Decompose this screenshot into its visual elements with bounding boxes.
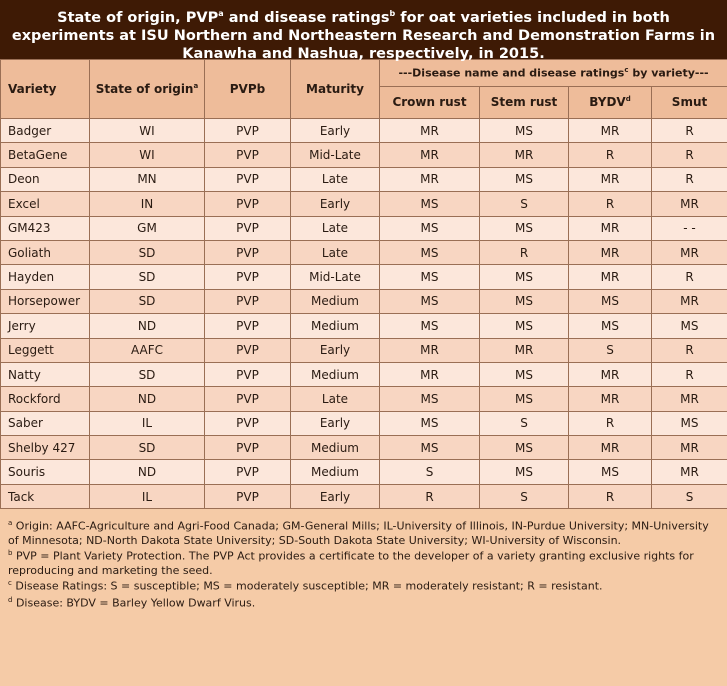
cell-pvp: PVP: [205, 240, 291, 264]
cell-pvp: PVP: [205, 192, 291, 216]
cell-maturity: Medium: [291, 436, 380, 460]
cell-crown: MS: [380, 240, 480, 264]
table-row: [1, 167, 727, 191]
table-row: [1, 240, 727, 264]
cell-smut: MS: [652, 411, 727, 435]
cell-variety: Tack: [1, 484, 90, 508]
cell-bydv: R: [569, 411, 652, 435]
cell-crown: MR: [380, 167, 480, 191]
cell-smut: R: [652, 167, 727, 191]
cell-pvp: PVP: [205, 314, 291, 338]
cell-smut: MS: [652, 314, 727, 338]
cell-pvp: PVP: [205, 167, 291, 191]
header-disease-group: ---Disease name and disease ratings$^c$ by variety---: [380, 60, 727, 87]
cell-smut: MR: [652, 387, 727, 411]
cell-variety: Shelby 427: [1, 436, 90, 460]
cell-crown: MS: [380, 411, 480, 435]
cell-bydv: MR: [569, 167, 652, 191]
cell-state: IL: [90, 484, 205, 508]
cell-pvp: PVP: [205, 436, 291, 460]
table-row: [1, 314, 727, 338]
table-title: [0, 0, 727, 62]
cell-maturity: Early: [291, 484, 380, 508]
cell-variety: Souris: [1, 460, 90, 484]
cell-smut: - -: [652, 216, 727, 240]
cell-state: SD: [90, 265, 205, 289]
cell-variety: GM423: [1, 216, 90, 240]
cell-pvp: PVP: [205, 216, 291, 240]
cell-maturity: Early: [291, 119, 380, 143]
cell-maturity: Late: [291, 167, 380, 191]
table-row: [1, 216, 727, 240]
cell-state: IN: [90, 192, 205, 216]
cell-bydv: S: [569, 338, 652, 362]
cell-smut: S: [652, 484, 727, 508]
cell-state: AAFC: [90, 338, 205, 362]
cell-stem: MS: [480, 119, 569, 143]
cell-smut: MR: [652, 436, 727, 460]
cell-stem: MS: [480, 314, 569, 338]
footnote-b: $^b$ PVP = Plant Variety Protection. The PVP Act provides a certificate to the developer of a variety granting exclusive rights for reproducing and marketing the seed.: [8, 549, 694, 577]
cell-state: ND: [90, 387, 205, 411]
cell-smut: MR: [652, 460, 727, 484]
cell-variety: Badger: [1, 119, 90, 143]
cell-crown: MS: [380, 436, 480, 460]
cell-bydv: MR: [569, 240, 652, 264]
header-smut: Smut: [652, 86, 727, 118]
cell-crown: R: [380, 484, 480, 508]
cell-maturity: Mid-Late: [291, 265, 380, 289]
table-row: [1, 436, 727, 460]
cell-state: WI: [90, 119, 205, 143]
title-line-3: Kanawha and Nashua, respectively, in 2015.: [182, 45, 545, 62]
cell-maturity: Late: [291, 216, 380, 240]
cell-pvp: PVP: [205, 289, 291, 313]
cell-maturity: Mid-Late: [291, 143, 380, 167]
cell-stem: MS: [480, 167, 569, 191]
cell-stem: MR: [480, 338, 569, 362]
cell-pvp: PVP: [205, 484, 291, 508]
cell-variety: Hayden: [1, 265, 90, 289]
cell-crown: MS: [380, 192, 480, 216]
table-row: [1, 119, 727, 143]
cell-pvp: PVP: [205, 411, 291, 435]
table-row: [1, 143, 727, 167]
cell-maturity: Late: [291, 240, 380, 264]
cell-variety: Excel: [1, 192, 90, 216]
cell-maturity: Medium: [291, 362, 380, 386]
cell-state: WI: [90, 143, 205, 167]
cell-maturity: Medium: [291, 289, 380, 313]
cell-variety: Leggett: [1, 338, 90, 362]
oat-variety-table: [0, 59, 727, 509]
footnotes: [0, 509, 727, 610]
cell-maturity: Medium: [291, 314, 380, 338]
cell-stem: MS: [480, 436, 569, 460]
cell-stem: S: [480, 484, 569, 508]
cell-bydv: MR: [569, 216, 652, 240]
table-row: [1, 289, 727, 313]
table-row: [1, 411, 727, 435]
cell-bydv: MS: [569, 460, 652, 484]
cell-bydv: MS: [569, 289, 652, 313]
cell-smut: MR: [652, 289, 727, 313]
footnote-c: $^c$ Disease Ratings: S = susceptible; MS = moderately susceptible; MR = moderately resistant; R = resistant.: [8, 579, 603, 594]
table-row: [1, 387, 727, 411]
table-row: [1, 265, 727, 289]
cell-stem: S: [480, 411, 569, 435]
cell-state: GM: [90, 216, 205, 240]
table-row: [1, 460, 727, 484]
cell-bydv: R: [569, 192, 652, 216]
cell-state: IL: [90, 411, 205, 435]
header-variety: Variety: [1, 60, 90, 119]
header-crown-rust: Crown rust: [380, 86, 480, 118]
cell-variety: Horsepower: [1, 289, 90, 313]
header-bydv: BYDV$^d$: [569, 86, 652, 118]
cell-crown: MS: [380, 289, 480, 313]
cell-pvp: PVP: [205, 338, 291, 362]
cell-pvp: PVP: [205, 265, 291, 289]
cell-crown: MR: [380, 338, 480, 362]
cell-stem: S: [480, 192, 569, 216]
cell-stem: R: [480, 240, 569, 264]
cell-state: ND: [90, 314, 205, 338]
cell-maturity: Medium: [291, 460, 380, 484]
cell-variety: Natty: [1, 362, 90, 386]
cell-maturity: Early: [291, 192, 380, 216]
cell-maturity: Early: [291, 338, 380, 362]
header-stem-rust: Stem rust: [480, 86, 569, 118]
cell-stem: MS: [480, 216, 569, 240]
cell-state: SD: [90, 240, 205, 264]
cell-variety: Saber: [1, 411, 90, 435]
cell-bydv: R: [569, 143, 652, 167]
cell-bydv: MR: [569, 265, 652, 289]
cell-bydv: MR: [569, 387, 652, 411]
cell-bydv: MR: [569, 362, 652, 386]
cell-smut: R: [652, 362, 727, 386]
cell-crown: MS: [380, 314, 480, 338]
cell-crown: MR: [380, 143, 480, 167]
cell-pvp: PVP: [205, 387, 291, 411]
cell-smut: R: [652, 119, 727, 143]
cell-state: SD: [90, 436, 205, 460]
cell-smut: R: [652, 143, 727, 167]
cell-bydv: MR: [569, 119, 652, 143]
cell-stem: MR: [480, 143, 569, 167]
cell-stem: MS: [480, 460, 569, 484]
cell-variety: Rockford: [1, 387, 90, 411]
cell-bydv: R: [569, 484, 652, 508]
cell-pvp: PVP: [205, 119, 291, 143]
cell-variety: Deon: [1, 167, 90, 191]
cell-state: MN: [90, 167, 205, 191]
header-maturity: Maturity: [291, 60, 380, 119]
footnote-d: $^d$ Disease: BYDV = Barley Yellow Dwarf Virus.: [8, 595, 256, 610]
cell-pvp: PVP: [205, 460, 291, 484]
cell-crown: MS: [380, 265, 480, 289]
cell-smut: R: [652, 265, 727, 289]
cell-crown: MS: [380, 216, 480, 240]
cell-smut: MR: [652, 240, 727, 264]
table-body: [1, 119, 727, 509]
cell-maturity: Early: [291, 411, 380, 435]
cell-maturity: Late: [291, 387, 380, 411]
cell-stem: MS: [480, 265, 569, 289]
cell-bydv: MR: [569, 436, 652, 460]
cell-variety: Goliath: [1, 240, 90, 264]
cell-state: SD: [90, 289, 205, 313]
cell-pvp: PVP: [205, 362, 291, 386]
cell-stem: MS: [480, 387, 569, 411]
cell-state: SD: [90, 362, 205, 386]
cell-smut: R: [652, 338, 727, 362]
cell-pvp: PVP: [205, 143, 291, 167]
cell-bydv: MS: [569, 314, 652, 338]
title-line-2: experiments at ISU Northern and Northeastern Research and Demonstration Farms in: [11, 27, 716, 44]
cell-crown: MR: [380, 362, 480, 386]
cell-smut: MR: [652, 192, 727, 216]
header-state: State of origin$^a$: [90, 60, 205, 119]
cell-stem: MS: [480, 289, 569, 313]
table-row: [1, 362, 727, 386]
table-row: [1, 484, 727, 508]
table-row: [1, 338, 727, 362]
footnote-a: $^a$ Origin: AAFC-Agriculture and Agri-Food Canada; GM-General Mills; IL-University of Illinois, IN-Purdue University; MN-University of Minnesota; ND-North Dakota State University; SD-South Dakota State University; WI-University of Wisconsin.: [8, 519, 709, 547]
title-line-1: State of origin, PVP$^a$ and disease ratings$^b$ for oat varieties included in both: [57, 9, 670, 26]
header-pvp: PVPb: [205, 60, 291, 119]
table-row: [1, 192, 727, 216]
cell-variety: BetaGene: [1, 143, 90, 167]
cell-crown: S: [380, 460, 480, 484]
cell-state: ND: [90, 460, 205, 484]
cell-variety: Jerry: [1, 314, 90, 338]
cell-stem: MS: [480, 362, 569, 386]
cell-crown: MS: [380, 387, 480, 411]
cell-crown: MR: [380, 119, 480, 143]
